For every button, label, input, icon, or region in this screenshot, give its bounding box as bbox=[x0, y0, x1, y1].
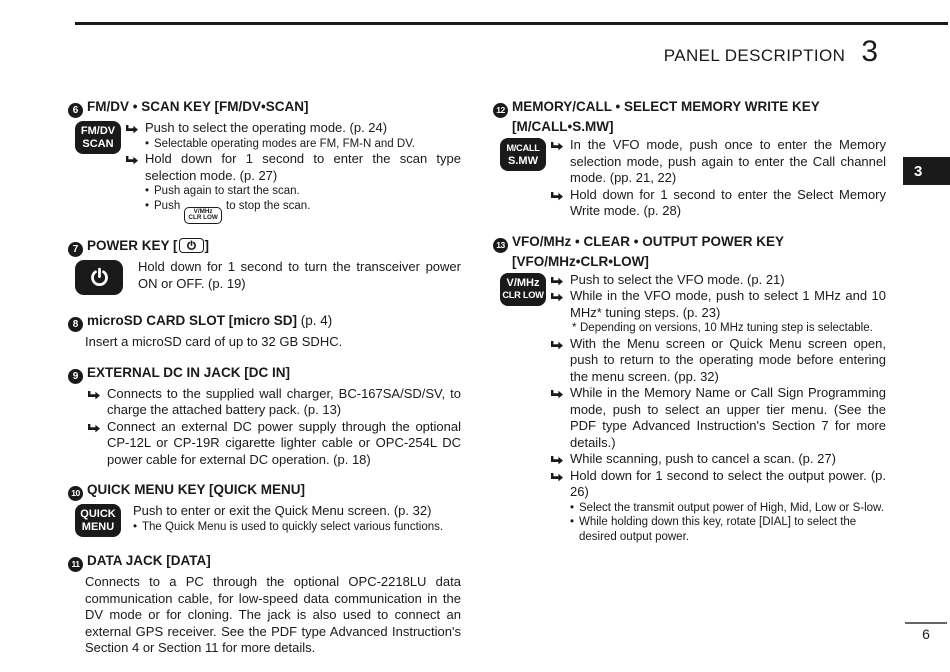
item-body bbox=[493, 272, 886, 545]
item-number-badge: 13 bbox=[493, 238, 508, 253]
arrow-right-hook-icon bbox=[550, 471, 564, 488]
arrow-right-hook-icon bbox=[87, 422, 101, 439]
item-title bbox=[68, 98, 461, 118]
arrow-right-hook-icon bbox=[125, 123, 139, 140]
chapter-number: 3 bbox=[861, 35, 878, 68]
text-run: Selectable operating modes are FM, FM-N and DV. bbox=[154, 137, 416, 150]
arrow-right-hook-icon bbox=[87, 389, 101, 406]
text-run: The Quick Menu is used to quickly select various functions. bbox=[142, 520, 444, 533]
item-number-badge: 6 bbox=[68, 103, 83, 118]
key-face-badge bbox=[500, 138, 546, 171]
key-badge-line: CLR LOW bbox=[502, 290, 544, 300]
arrow-right-hook-icon bbox=[550, 190, 564, 207]
text-run: While in the Memory Name or Call Sign Programming mode, push to select an upper tier menu. (See the PDF type Advanced Instruction's Section 7 for more details.) bbox=[570, 385, 886, 450]
manual-item bbox=[68, 364, 461, 469]
text-run: Push bbox=[154, 199, 184, 212]
text-run: Connects to a PC through the optional OPC-2218LU data communication cable, for low-speed data communication in the DV mode or for cloning. The jack is also used to connect an external GPS receiver. See the PDF type Advanced Instruction's Section 4 or Section 11 for more details. bbox=[85, 574, 461, 656]
item-title bbox=[68, 237, 461, 257]
text-run: Push to select the VFO mode. (p. 21) bbox=[570, 271, 785, 287]
text-run: Depending on versions, 10 MHz tuning step is selectable. bbox=[580, 322, 873, 334]
text-run: Push again to start the scan. bbox=[154, 185, 300, 197]
key-face-badge bbox=[75, 121, 121, 154]
instruction-row bbox=[87, 419, 461, 469]
item-title-pageref: (p. 4) bbox=[297, 313, 333, 329]
bullet-icon: • bbox=[133, 520, 138, 533]
instruction-row bbox=[87, 386, 461, 419]
arrow-right-hook-icon bbox=[125, 154, 139, 171]
text-run: Push to select the operating mode. (p. 24) bbox=[145, 120, 388, 135]
item-number-badge: 12 bbox=[493, 103, 508, 118]
item-number-badge: 9 bbox=[68, 369, 83, 384]
key-badge-line: V/MHz bbox=[506, 276, 540, 289]
instruction-row bbox=[125, 120, 461, 137]
arrow-right-hook-icon bbox=[550, 339, 564, 356]
key-badge-line: SCAN bbox=[82, 137, 114, 150]
note-row bbox=[145, 184, 461, 199]
text-run: Connects to the supplied wall charger, BC-167SA/SD/SV, to charge the attached battery pack. (p. 13) bbox=[107, 385, 461, 418]
text-run: While holding down this key, rotate [DIAL] to select the desired output power. bbox=[579, 516, 857, 543]
asterisk-marker: * bbox=[572, 322, 577, 334]
manual-item bbox=[68, 98, 461, 224]
item-title-line2: [VFO/MHz•CLR•LOW] bbox=[512, 253, 649, 269]
item-title bbox=[68, 312, 461, 332]
item-number-badge: 10 bbox=[68, 486, 83, 501]
manual-item bbox=[68, 312, 461, 351]
key-badge-line: QUICK bbox=[80, 508, 116, 521]
instruction-row bbox=[550, 468, 886, 501]
instruction-row bbox=[550, 272, 886, 289]
item-number-badge: 11 bbox=[68, 557, 83, 572]
page-number: 6 bbox=[922, 626, 930, 642]
inline-key-line: V/MHz bbox=[193, 207, 213, 215]
text-run: Hold down for 1 second to enter the scan type selection mode. (p. 27) bbox=[145, 151, 461, 183]
item-title bbox=[68, 481, 461, 501]
instruction-row bbox=[85, 334, 461, 351]
right-column bbox=[493, 98, 886, 670]
arrow-right-hook-icon bbox=[550, 388, 564, 405]
item-title bbox=[493, 98, 886, 118]
page-title: PANEL DESCRIPTION bbox=[663, 46, 846, 65]
footer-rule bbox=[905, 622, 947, 624]
bullet-icon: • bbox=[145, 137, 150, 150]
item-title-line2: [M/CALL•S.MW] bbox=[512, 119, 614, 134]
text-run: Hold down for 1 second to enter the Select Memory Write mode. (p. 28) bbox=[570, 186, 886, 218]
item-number-badge: 7 bbox=[68, 242, 83, 257]
note-row bbox=[145, 199, 461, 225]
item-body bbox=[68, 574, 461, 657]
note-row bbox=[133, 520, 461, 535]
manual-item bbox=[493, 98, 886, 220]
text-run: Push to enter or exit the Quick Menu screen. (p. 32) bbox=[133, 503, 432, 519]
bullet-icon: • bbox=[145, 199, 150, 212]
text-run: Connect an external DC power supply through the optional CP-12L or CP-19R cigarette lighter cable or OPC-254L DC power cable for external DC operation. (p. 18) bbox=[107, 418, 461, 467]
instruction-row bbox=[550, 385, 886, 451]
instruction-row bbox=[550, 451, 886, 468]
text-run: to stop the scan. bbox=[222, 199, 311, 212]
key-badge-line: S.MW bbox=[508, 154, 538, 167]
item-title-text: POWER KEY [ bbox=[87, 238, 178, 254]
text-run: Hold down for 1 second to select the output power. (p. 26) bbox=[570, 467, 886, 499]
footnote-row bbox=[572, 321, 886, 336]
instruction-row bbox=[550, 137, 886, 187]
item-title-text: MEMORY/CALL • SELECT MEMORY WRITE KEY bbox=[512, 99, 820, 114]
power-icon bbox=[179, 238, 204, 253]
item-title bbox=[68, 552, 461, 572]
page-header bbox=[664, 36, 878, 68]
instruction-row bbox=[125, 151, 461, 184]
header-rule bbox=[75, 22, 948, 25]
item-title-text: DATA JACK [DATA] bbox=[87, 553, 211, 569]
item-title-text: microSD CARD SLOT [micro SD] bbox=[87, 313, 298, 329]
chapter-side-tab: 3 bbox=[903, 157, 950, 185]
bullet-icon: • bbox=[570, 516, 575, 528]
item-title-text: QUICK MENU KEY [QUICK MENU] bbox=[87, 482, 306, 498]
instruction-row bbox=[550, 336, 886, 386]
text-run: With the Menu screen or Quick Menu screen open, push to return to the operating mode before entering the menu screen. (pp. 32) bbox=[570, 335, 886, 384]
text-run: Insert a microSD card of up to 32 GB SDHC. bbox=[85, 334, 343, 350]
content-columns bbox=[68, 98, 886, 670]
item-body bbox=[68, 503, 461, 539]
note-row bbox=[570, 515, 886, 544]
text-run: In the VFO mode, push once to enter the Memory selection mode, push again to enter the Call channel mode. (pp. 21, 22) bbox=[570, 137, 886, 185]
bullet-icon: • bbox=[145, 185, 150, 197]
item-body bbox=[68, 120, 461, 224]
item-title-text: VFO/MHz • CLEAR • OUTPUT POWER KEY bbox=[512, 233, 784, 249]
note-row bbox=[145, 137, 461, 152]
item-number-badge: 8 bbox=[68, 317, 83, 332]
arrow-right-hook-icon bbox=[550, 291, 564, 308]
item-title bbox=[493, 233, 886, 253]
text-run: While in the VFO mode, push to select 1 MHz and 10 MHz* tuning steps. (p. 23) bbox=[570, 288, 886, 320]
item-title-text: FM/DV • SCAN KEY [FM/DV•SCAN] bbox=[87, 99, 309, 114]
left-column bbox=[68, 98, 461, 670]
instruction-row bbox=[550, 288, 886, 321]
text-run: Hold down for 1 second to turn the transceiver power ON or OFF. (p. 19) bbox=[138, 259, 461, 291]
key-face-badge bbox=[500, 273, 546, 306]
item-body bbox=[68, 386, 461, 469]
manual-item bbox=[493, 233, 886, 545]
key-badge-line: M/CALL bbox=[506, 143, 540, 153]
instruction-row bbox=[550, 187, 886, 220]
note-row bbox=[570, 501, 886, 516]
manual-item bbox=[68, 237, 461, 299]
key-badge-line: FM/DV bbox=[80, 125, 116, 137]
text-run: While scanning, push to cancel a scan. (p. 27) bbox=[570, 451, 836, 466]
key-badge-line: MENU bbox=[81, 520, 115, 533]
text-run: Select the transmit output power of High, Mid, Low or S-low. bbox=[579, 501, 884, 514]
item-body bbox=[493, 137, 886, 220]
item-body bbox=[68, 259, 461, 299]
item-body bbox=[68, 334, 461, 351]
power-key-badge bbox=[75, 260, 123, 295]
inline-key-line: CLR LOW bbox=[188, 214, 218, 222]
key-face-badge bbox=[75, 504, 121, 537]
item-title bbox=[68, 364, 461, 384]
item-title-bracket: ] bbox=[204, 238, 210, 254]
manual-item bbox=[68, 481, 461, 539]
instruction-row bbox=[85, 574, 461, 657]
instruction-row bbox=[138, 259, 461, 292]
manual-item bbox=[68, 552, 461, 657]
inline-key-badge bbox=[184, 207, 221, 225]
bullet-icon: • bbox=[570, 501, 575, 514]
arrow-right-hook-icon bbox=[550, 140, 564, 157]
item-title-text: EXTERNAL DC IN JACK [DC IN] bbox=[87, 364, 291, 380]
instruction-row bbox=[133, 503, 461, 520]
